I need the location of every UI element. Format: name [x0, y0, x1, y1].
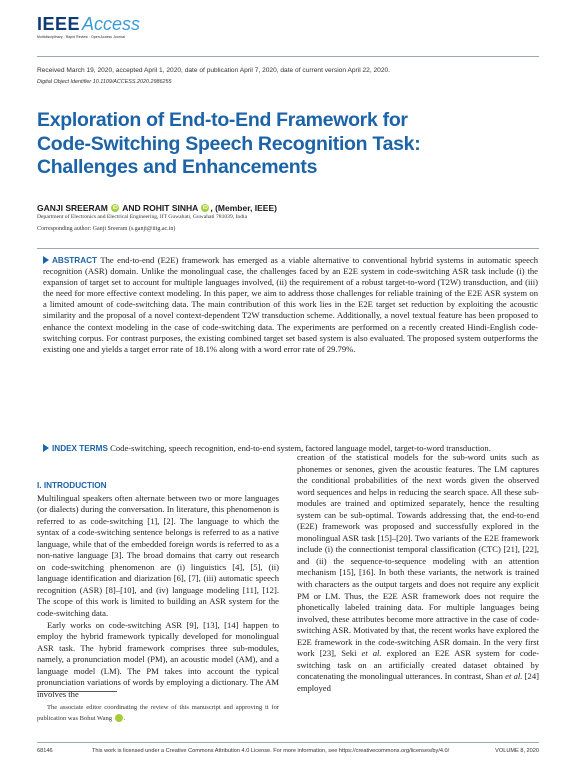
- orcid-icon[interactable]: iD: [112, 205, 118, 211]
- journal-logo: [37, 14, 140, 39]
- intro-paragraph-1: Multilingual speakers often alternate between two or more languages (or dialects) during the conversation. In literature, this phenomenon is referred to as code-switching [1], [2]. The language to which the syntax of a code-switching sentence belongs is referred to as a native language, while that of the embedded foreign words is referred to as a non-native language [3]. The broad domains that carry out research on code-switching phenomenon are (i) linguistics [4], [5], (ii) language identification and diarization [6], [7], (iii) automatic speech recognition (ASR) [8]–[10], and (iv) language modeling [11], [12]. The scope of this work is limited to building an ASR system for the code-switching data.: [37, 492, 279, 619]
- footnote: [37, 702, 279, 724]
- page-footer: [37, 746, 539, 760]
- et-al: et al.: [361, 648, 382, 659]
- intro-paragraph-2: Early works on code-switching ASR [9], [13], [14] happen to employ the hybrid framework typically developed for monolingual ASR task. The hybrid framework comprises three sub-modules, namely, a pronunciation model (PM), an acoustic model (AM), and a language model (LM). The PM takes into account the typical pronunciation variations of words by employing a dictionary. The AM involves the: [37, 619, 279, 699]
- footer-rule: [37, 742, 539, 743]
- triangle-marker-icon: [43, 256, 49, 264]
- corresponding-author: Corresponding author: Ganji Sreeram (s.ganji@iitg.ac.in): [37, 226, 176, 232]
- abstract-label: ABSTRACT: [52, 256, 98, 265]
- paper-title: Exploration of End-to-End Framework for Code-Switching Speech Recognition Task: Challenges and Enhancements: [37, 109, 421, 178]
- author-line: [37, 203, 277, 213]
- intro-paragraph-right: [297, 452, 539, 694]
- left-column: [37, 480, 279, 700]
- abstract: [43, 255, 538, 355]
- affiliation: Department of Electronics and Electrical Engineering, IIT Guwahati, Guwahati 781039, India: [37, 214, 248, 220]
- logo-access-text: Access: [82, 14, 141, 34]
- header-rule: [37, 56, 539, 57]
- right-column: [297, 452, 539, 694]
- footnote-text: The associate editor coordinating the review of this manuscript and approving it for publication was Bohui Wang: [37, 704, 279, 722]
- right-text-part-b: explored an E2E ASR system for code-switching task on an artificially created dataset obtained by concatenating the monolingual utterances. In contrast, Shan: [297, 648, 540, 682]
- footnote-rule: [37, 691, 117, 692]
- logo-tagline: Multidisciplinary : Rapid Review : Open Access Journal: [37, 35, 125, 39]
- author-2: AND ROHIT SINHA: [122, 203, 198, 213]
- right-text-part-c: [24] employed: [297, 671, 539, 693]
- orcid-icon[interactable]: iD: [115, 714, 123, 722]
- page-number: 68146: [37, 748, 53, 754]
- abstract-rule: [37, 248, 539, 249]
- section-heading: I. INTRODUCTION: [37, 481, 107, 490]
- et-al: et al.: [505, 671, 523, 682]
- right-text-part-a: creation of the statistical models for the sub-word units such as phonemes or senones, given the acoustic features. The LM captures the conditional probabilities of the next words given the observed word sequences and helps in reducing the search space. All these sub-modules are trained and optimized separately, hence the resulting system can be sub-optimal. Towards addressing that, the end-to-end (E2E) framework was proposed and successfully explored in the monolingual ASR task [15]–[20]. Two variants of the E2E framework include (i) the connectionist temporal classification (CTC) [21], [22], and (ii) the sequence-to-sequence modeling with an attention mechanism [15], [16]. In both these variants, the network is trained with characters as the output targets and does not require any explicit PM or LM. Thus, the E2E ASR framework does not require the phonetically labeled training data. For multiple languages being involved, these attributes become more attractive in the case of code-switching ASR. Motivated by that, the recent works have explored the E2E framework in the code-switching ASR domain. In the very first work [23], Seki: [297, 452, 539, 659]
- triangle-marker-icon: [43, 444, 49, 452]
- author-2-membership: , (Member, IEEE): [210, 203, 277, 213]
- logo-ieee-text: IEEE: [37, 14, 81, 34]
- publication-dates: Received March 19, 2020, accepted April 1, 2020, date of publication April 7, 2020, date of current version April 22, 2020.: [37, 67, 390, 74]
- orcid-icon[interactable]: iD: [202, 205, 208, 211]
- volume-info: VOLUME 8, 2020: [495, 748, 539, 754]
- index-terms-text: Code-switching, speech recognition, end-to-end system, factored language model, target-to-word transduction.: [110, 443, 491, 453]
- index-terms-label: INDEX TERMS: [52, 444, 108, 453]
- abstract-text: The end-to-end (E2E) framework has emerged as a viable alternative to conventional hybrid systems in automatic speech recognition (ASR) domain. Unlike the monolingual case, the challenges faced by an E2E system in code-switching ASR task include (i) the expansion of target set to account for multiple languages involved, (ii) the requirement of a robust target-to-word (T2W) transduction, and (iii) the need for more effective context modeling. In this paper, we aim to address those challenges for reliable training of the E2E ASR system on a limited amount of code-switching data. The main contribution of this work lies in the E2E target set reduction by exploiting the acoustic similarity and the proposal of a novel context-dependent T2W transduction scheme. Additionally, a novel textual feature has been proposed to enhance the context modeling in the case of code-switching data. The experiments are performed on a recently created Hindi-English code-switching corpus. For contrast purposes, the existing combined target set based system is also evaluated. The proposed system outperforms the existing one and yields a target error rate of 18.1% along with a word error rate of 29.79%.: [43, 255, 538, 354]
- doi: Digital Object Identifier 10.1109/ACCESS.2020.2986255: [37, 79, 172, 85]
- author-1: GANJI SREERAM: [37, 203, 108, 213]
- license-text[interactable]: This work is licensed under a Creative Commons Attribution 4.0 License. For more information, see https://creativecommons.org/licenses/by/4.0/: [92, 748, 450, 754]
